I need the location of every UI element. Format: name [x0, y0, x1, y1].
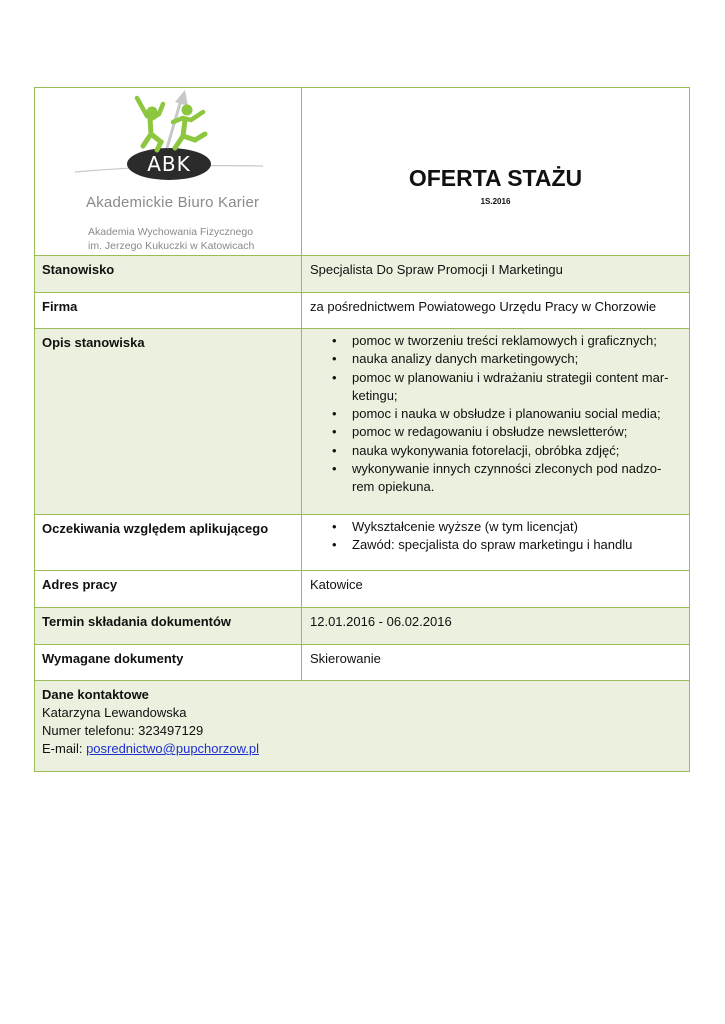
- offer-table: [34, 87, 690, 772]
- list-item: • Wykształcenie wyższe (w tym licencjat): [332, 518, 681, 536]
- row-oczekiwania: [35, 514, 689, 570]
- label-termin: Termin składania dokumentów: [35, 608, 302, 644]
- value-stanowisko: Specjalista Do Spraw Promocji I Marketingu: [310, 262, 563, 277]
- row-firma: [35, 292, 689, 328]
- label-adres: Adres pracy: [35, 571, 302, 607]
- row-opis: [35, 328, 689, 514]
- logo-institution: [88, 225, 254, 253]
- logo: [35, 88, 302, 255]
- header-row: [35, 88, 689, 255]
- page-title: OFERTA STAŻU: [408, 165, 583, 191]
- list-item: • nauka analizy danych marketingowych;: [332, 350, 681, 368]
- label-firma: Firma: [35, 293, 302, 328]
- value-termin: 12.01.2016 - 06.02.2016: [310, 614, 452, 629]
- list-item: • pomoc i nauka w obsłudze i planowaniu social media;: [332, 405, 681, 423]
- label-oczekiwania: Oczekiwania względem aplikującego: [35, 515, 302, 570]
- value-dokumenty: Skierowanie: [310, 651, 381, 666]
- value-opis: [302, 329, 689, 514]
- opis-list: [302, 332, 689, 497]
- institution-line-1: Akademia Wychowania Fizycznego: [88, 226, 254, 238]
- row-contact: [35, 680, 689, 771]
- list-item: • Zawód: specjalista do spraw marketingu i handlu: [332, 536, 681, 554]
- contact-phone: Numer telefonu: 323497129: [42, 723, 204, 738]
- logo-badge-text: ABK: [147, 152, 191, 176]
- list-item: • pomoc w redagowaniu i obsłudze newsletterów;: [332, 423, 681, 441]
- row-adres: [35, 570, 689, 607]
- title-cell: [302, 88, 689, 255]
- contact-name: Katarzyna Lewandowska: [42, 705, 187, 720]
- oczekiwania-list: [302, 518, 689, 555]
- list-item: • pomoc w tworzeniu treści reklamowych i graficznych;: [332, 332, 681, 350]
- row-termin: [35, 607, 689, 644]
- contact-email-link[interactable]: posrednictwo@pupchorzow.pl: [86, 741, 259, 756]
- institution-line-2: im. Jerzego Kukuczki w Katowicach: [88, 240, 255, 252]
- value-adres: Katowice: [310, 577, 363, 592]
- value-oczekiwania: [302, 515, 689, 570]
- list-item: • nauka wykonywania fotorelacji, obróbka zdjęć;: [332, 442, 681, 460]
- list-item: • pomoc w planowaniu i wdrażaniu strategii content mar-ketingu;: [332, 369, 681, 406]
- offer-code: 1S.2016: [480, 197, 511, 206]
- row-dokumenty: [35, 644, 689, 680]
- contact-email-prefix: E-mail:: [42, 741, 87, 756]
- contact-block: [35, 681, 689, 771]
- label-dokumenty: Wymagane dokumenty: [35, 645, 302, 680]
- logo-name: Akademickie Biuro Karier: [86, 194, 260, 211]
- value-firma: za pośrednictwem Powiatowego Urzędu Pracy w Chorzowie: [310, 299, 657, 314]
- label-stanowisko: Stanowisko: [35, 256, 302, 292]
- label-opis: Opis stanowiska: [35, 329, 302, 514]
- row-stanowisko: [35, 255, 689, 292]
- contact-email-line: [42, 740, 682, 758]
- list-item: • wykonywanie innych czynności zleconych pod nadzo-rem opiekuna.: [332, 460, 681, 497]
- contact-title: Dane kontaktowe: [42, 687, 149, 702]
